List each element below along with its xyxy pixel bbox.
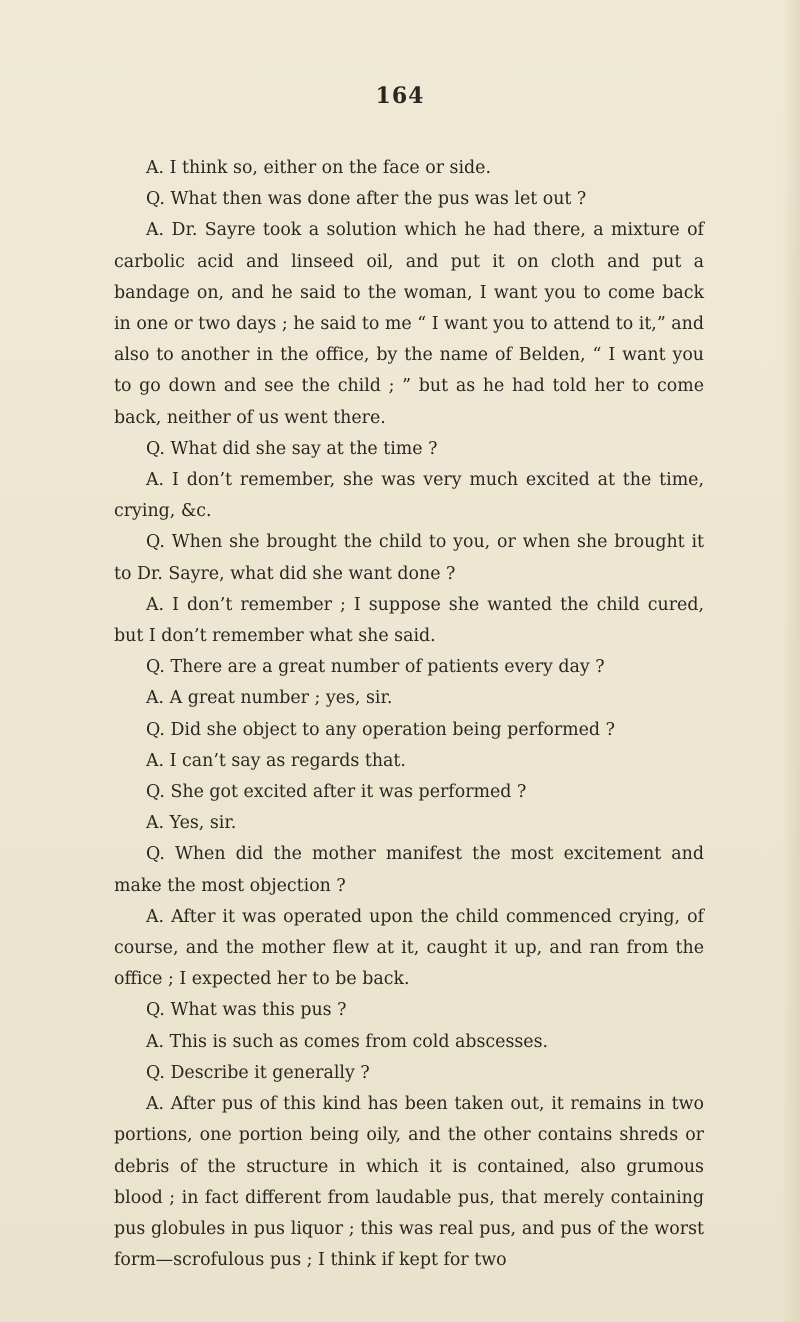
paragraph-text: I don’t remember ; I suppose she wanted the child cured, but I don’t remember what she said. [114,594,704,647]
speaker-label: A. [146,470,165,491]
paragraph [114,434,704,465]
paragraph-text: I think so, either on the face or side. [169,158,491,178]
paragraph-text: I can’t say as regards that. [169,750,406,771]
page-edge-shadow [782,0,800,1322]
paragraph [114,527,704,589]
speaker-label: Q. [146,1062,165,1083]
speaker-label: A. [146,813,165,834]
paragraph [114,995,704,1026]
speaker-label: A. [146,688,165,709]
paragraph [114,1089,704,1276]
speaker-label: Q. [146,189,165,210]
paragraph-text: What did she say at the time ? [170,438,438,459]
speaker-label: A. [146,158,165,178]
paragraph-text: After it was operated upon the child commenced crying, of course, and the mother flew at it, caught it up, and ran from the office ; I expected her to be back. [114,906,704,990]
speaker-label: Q. [146,782,165,803]
paragraph-text: A great number ; yes, sir. [169,688,393,709]
paragraph [114,746,704,777]
paragraph-text: Yes, sir. [169,813,237,834]
speaker-label: Q. [146,719,165,740]
paragraph-text: When did the mother manifest the most excitement and make the most objection ? [114,844,705,896]
paragraph [114,465,704,527]
speaker-label: Q. [146,657,165,678]
paragraph [114,590,704,652]
paragraph-text: She got excited after it was performed ? [170,782,527,803]
speaker-label: A. [146,1031,165,1052]
testimony-text [114,153,704,1276]
paragraph-text: When she brought the child to you, or when she brought it to Dr. Sayre, what did she want done ? [114,532,704,584]
speaker-label: Q. [146,844,165,865]
speaker-label: Q. [146,438,165,459]
paragraph [114,839,704,901]
paragraph-text: Did she object to any operation being performed ? [170,719,615,740]
speaker-label: A. [146,220,165,241]
paragraph [114,808,704,839]
paragraph [114,1058,704,1089]
speaker-label: A. [146,594,165,615]
paragraph-text: What was this pus ? [170,1000,347,1021]
paragraph-text: What then was done after the pus was let out ? [170,189,587,210]
paragraph [114,652,704,683]
paragraph-text: There are a great number of patients every day ? [170,657,605,678]
paragraph [114,1027,704,1058]
speaker-label: Q. [146,1000,165,1021]
paragraph-text: I don’t remember, she was very much excited at the time, crying, &c. [114,470,704,522]
paragraph [114,777,704,808]
speaker-label: A. [146,1094,165,1115]
paragraph-text: After pus of this kind has been taken out, it remains in two portions, one portion being oily, and the other contains shreds or debris of the structure in which it is contained, also grumous blood ; in fact different from laudable pus, that merely containing pus globules in pus liquor ; this was real pus, and pus of the worst form—scrofulous pus ; I think if kept for two [114,1094,705,1271]
paragraph [114,153,704,184]
paragraph [114,715,704,746]
paragraph-text: Dr. Sayre took a solution which he had there, a mixture of carbolic acid and linseed oil, and put it on cloth and put a bandage on, and he said to the woman, I want you to come back in one or two days ; he said to me “ I want you to attend to it,” and also to another in the office, by the name of Belden, “ I want you to go down and see the child ; ” but as he had told her to come back, neither of us went there. [114,220,704,428]
paragraph [114,683,704,714]
paragraph [114,902,704,996]
paragraph [114,215,704,433]
speaker-label: A. [146,750,165,771]
paragraph [114,184,704,215]
page-number: 164 [375,83,425,109]
speaker-label: A. [146,906,165,927]
speaker-label: Q. [146,532,165,553]
paragraph-text: Describe it generally ? [170,1062,370,1083]
paragraph-text: This is such as comes from cold abscesses. [169,1031,549,1052]
